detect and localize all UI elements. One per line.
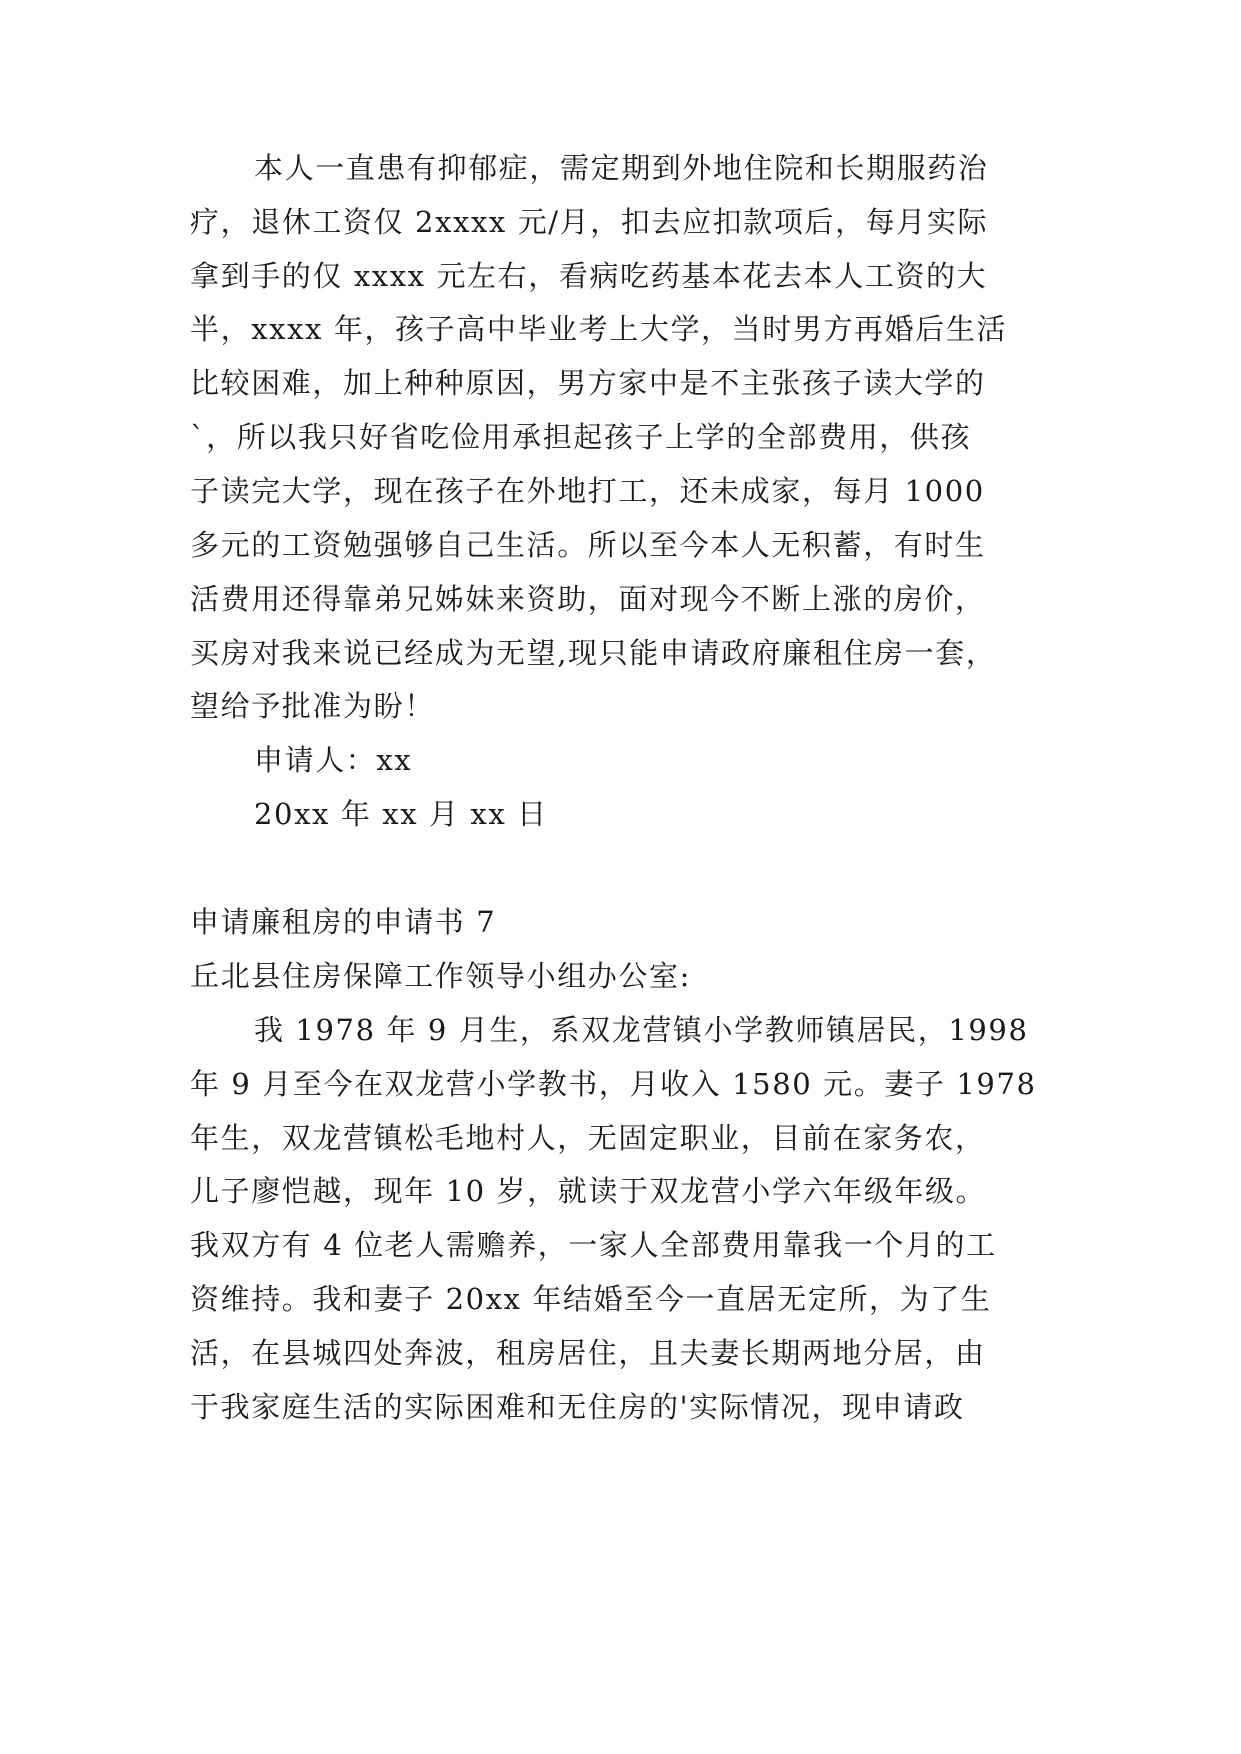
body-line: 年 9 月至今在双龙营小学教书，月收入 1580 元。妻子 1978 <box>190 1067 1037 1101</box>
body-line: `，所以我只好省吃俭用承担起孩子上学的全部费用，供孩 <box>190 420 972 454</box>
body-line: 资维持。我和妻子 20xx 年结婚至今一直居无定所，为了生 <box>190 1282 992 1316</box>
body-line: 望给予批准为盼！ <box>190 689 435 723</box>
body-line: 本人一直患有抑郁症，需定期到外地住院和长期服药治 <box>254 151 989 185</box>
body-line: 我 1978 年 9 月生，系双龙营镇小学教师镇居民，1998 <box>254 1013 1029 1047</box>
body-line: 年生，双龙营镇松毛地村人，无固定职业，目前在家务农， <box>190 1121 986 1155</box>
body-line: 拿到手的仅 xxxx 元左右，看病吃药基本花去本人工资的大 <box>190 259 988 293</box>
body-line: 比较困难，加上种种原因，男方家中是不主张孩子读大学的 <box>190 366 986 400</box>
section-title: 申请廉租房的申请书 7 <box>190 905 497 939</box>
body-line: 子读完大学，现在孩子在外地打工，还未成家，每月 1000 <box>190 474 985 508</box>
body-line: 儿子廖恺越，现年 10 岁，就读于双龙营小学六年级年级。 <box>190 1174 987 1208</box>
body-line: 半，xxxx 年，孩子高中毕业考上大学，当时男方再婚后生活 <box>190 312 1008 346</box>
body-line: 活费用还得靠弟兄姊妹来资助，面对现今不断上涨的房价， <box>190 582 986 616</box>
body-line: 活，在县城四处奔波，租房居住，且夫妻长期两地分居，由 <box>190 1336 986 1370</box>
body-line: 我双方有 4 位老人需赡养，一家人全部费用靠我一个月的工 <box>190 1228 997 1262</box>
body-line: 多元的工资勉强够自己生活。所以至今本人无积蓄，有时生 <box>190 528 986 562</box>
application-date: 20xx 年 xx 月 xx 日 <box>254 797 548 831</box>
body-line: 于我家庭生活的实际困难和无住房的'实际情况，现申请政 <box>190 1390 965 1424</box>
body-line: 买房对我来说已经成为无望,现只能申请政府廉租住房一套， <box>190 636 997 670</box>
applicant-signature: 申请人：xx <box>254 743 413 777</box>
body-line: 疗，退休工资仅 2xxxx 元/月，扣去应扣款项后，每月实际 <box>190 205 989 239</box>
addressee: 丘北县住房保障工作领导小组办公室: <box>190 959 691 993</box>
